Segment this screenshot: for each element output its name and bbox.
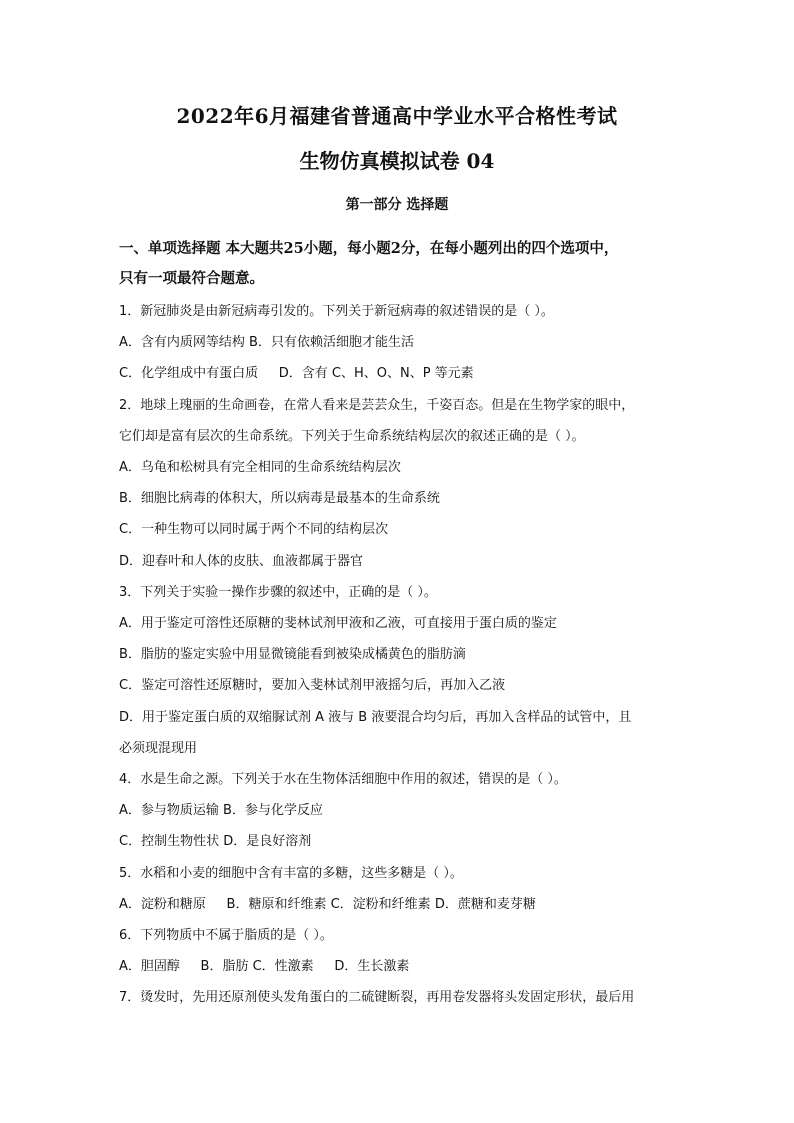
question-4	[119, 764, 681, 858]
exam-subtitle: 生物仿真模拟试卷 04	[299, 149, 495, 173]
question-6	[119, 920, 681, 982]
question-3	[119, 577, 681, 764]
question-option: C．控制生物性状 D．是良好溶剂	[119, 834, 312, 850]
question-list	[119, 296, 681, 1014]
question-option: A．参与物质运输 B．参与化学反应	[119, 803, 323, 819]
question-stem: 1．新冠肺炎是由新冠病毒引发的。下列关于新冠病毒的叙述错误的是（ ）。	[119, 304, 554, 319]
question-7	[119, 982, 681, 1013]
question-option: A．淀粉和糖原 B．糖原和纤维素 C．淀粉和纤维素 D．蔗糖和麦芽糖	[119, 896, 536, 912]
question-option: D．用于鉴定蛋白质的双缩脲试剂 A 液与 B 液要混合均匀后，再加入含样品的试管中，且	[119, 709, 632, 725]
question-option: D．迎春叶和人体的皮肤、血液都属于器官	[119, 553, 364, 569]
question-stem: 4．水是生命之源。下列关于水在生物体活细胞中作用的叙述，错误的是（ ）。	[119, 772, 567, 788]
question-option: A．乌龟和松树具有完全相同的生命系统结构层次	[119, 460, 401, 476]
question-stem: 6．下列物质中不属于脂质的是（ ）。	[119, 928, 333, 944]
question-option: A．用于鉴定可溶性还原糖的斐林试剂甲液和乙液，可直接用于蛋白质的鉴定	[119, 616, 557, 632]
question-option: 必须现混现用	[119, 740, 198, 756]
question-stem: 2．地球上瑰丽的生命画卷，在常人看来是芸芸众生，千姿百态。但是在生物学家的眼中，	[119, 397, 635, 413]
section-heading-line: 只有一项最符合题意。	[119, 270, 264, 287]
question-stem: 3．下列关于实验一操作步骤的叙述中，正确的是（ ）。	[119, 584, 437, 600]
question-1	[119, 296, 681, 390]
question-5	[119, 858, 681, 920]
question-stem: 它们却是富有层次的生命系统。下列关于生命系统结构层次的叙述正确的是（ ）。	[119, 428, 585, 444]
part-title: 第一部分 选择题	[345, 197, 449, 213]
exam-title: 2022年6月福建省普通高中学业水平合格性考试	[176, 104, 618, 128]
exam-content	[119, 234, 681, 1014]
question-stem: 7．烫发时，先用还原剂使头发角蛋白的二硫键断裂，再用卷发器将头发固定形状，最后用	[119, 990, 635, 1006]
question-option: C．一种生物可以同时属于两个不同的结构层次	[119, 522, 389, 538]
section-heading-line: 一、单项选择题 本大题共25小题，每小题2分，在每小题列出的四个选项中，	[119, 240, 619, 257]
question-2	[119, 390, 681, 577]
section-heading	[119, 234, 681, 294]
question-option: B．脂肪的鉴定实验中用显微镜能看到被染成橘黄色的脂肪滴	[119, 647, 466, 663]
question-option: C．化学组成中有蛋白质 D．含有 C、H、O、N、P 等元素	[119, 366, 474, 382]
question-option: A．含有内质网等结构 B．只有依赖活细胞才能生活	[119, 335, 414, 351]
question-stem: 5．水稻和小麦的细胞中含有丰富的多糖，这些多糖是（ ）。	[119, 865, 463, 881]
question-option: C．鉴定可溶性还原糖时，要加入斐林试剂甲液摇匀后，再加入乙液	[119, 678, 506, 694]
question-option: B．细胞比病毒的体积大，所以病毒是最基本的生命系统	[119, 491, 440, 507]
question-option: A．胆固醇 B．脂肪 C．性激素 D．生长激素	[119, 959, 410, 975]
